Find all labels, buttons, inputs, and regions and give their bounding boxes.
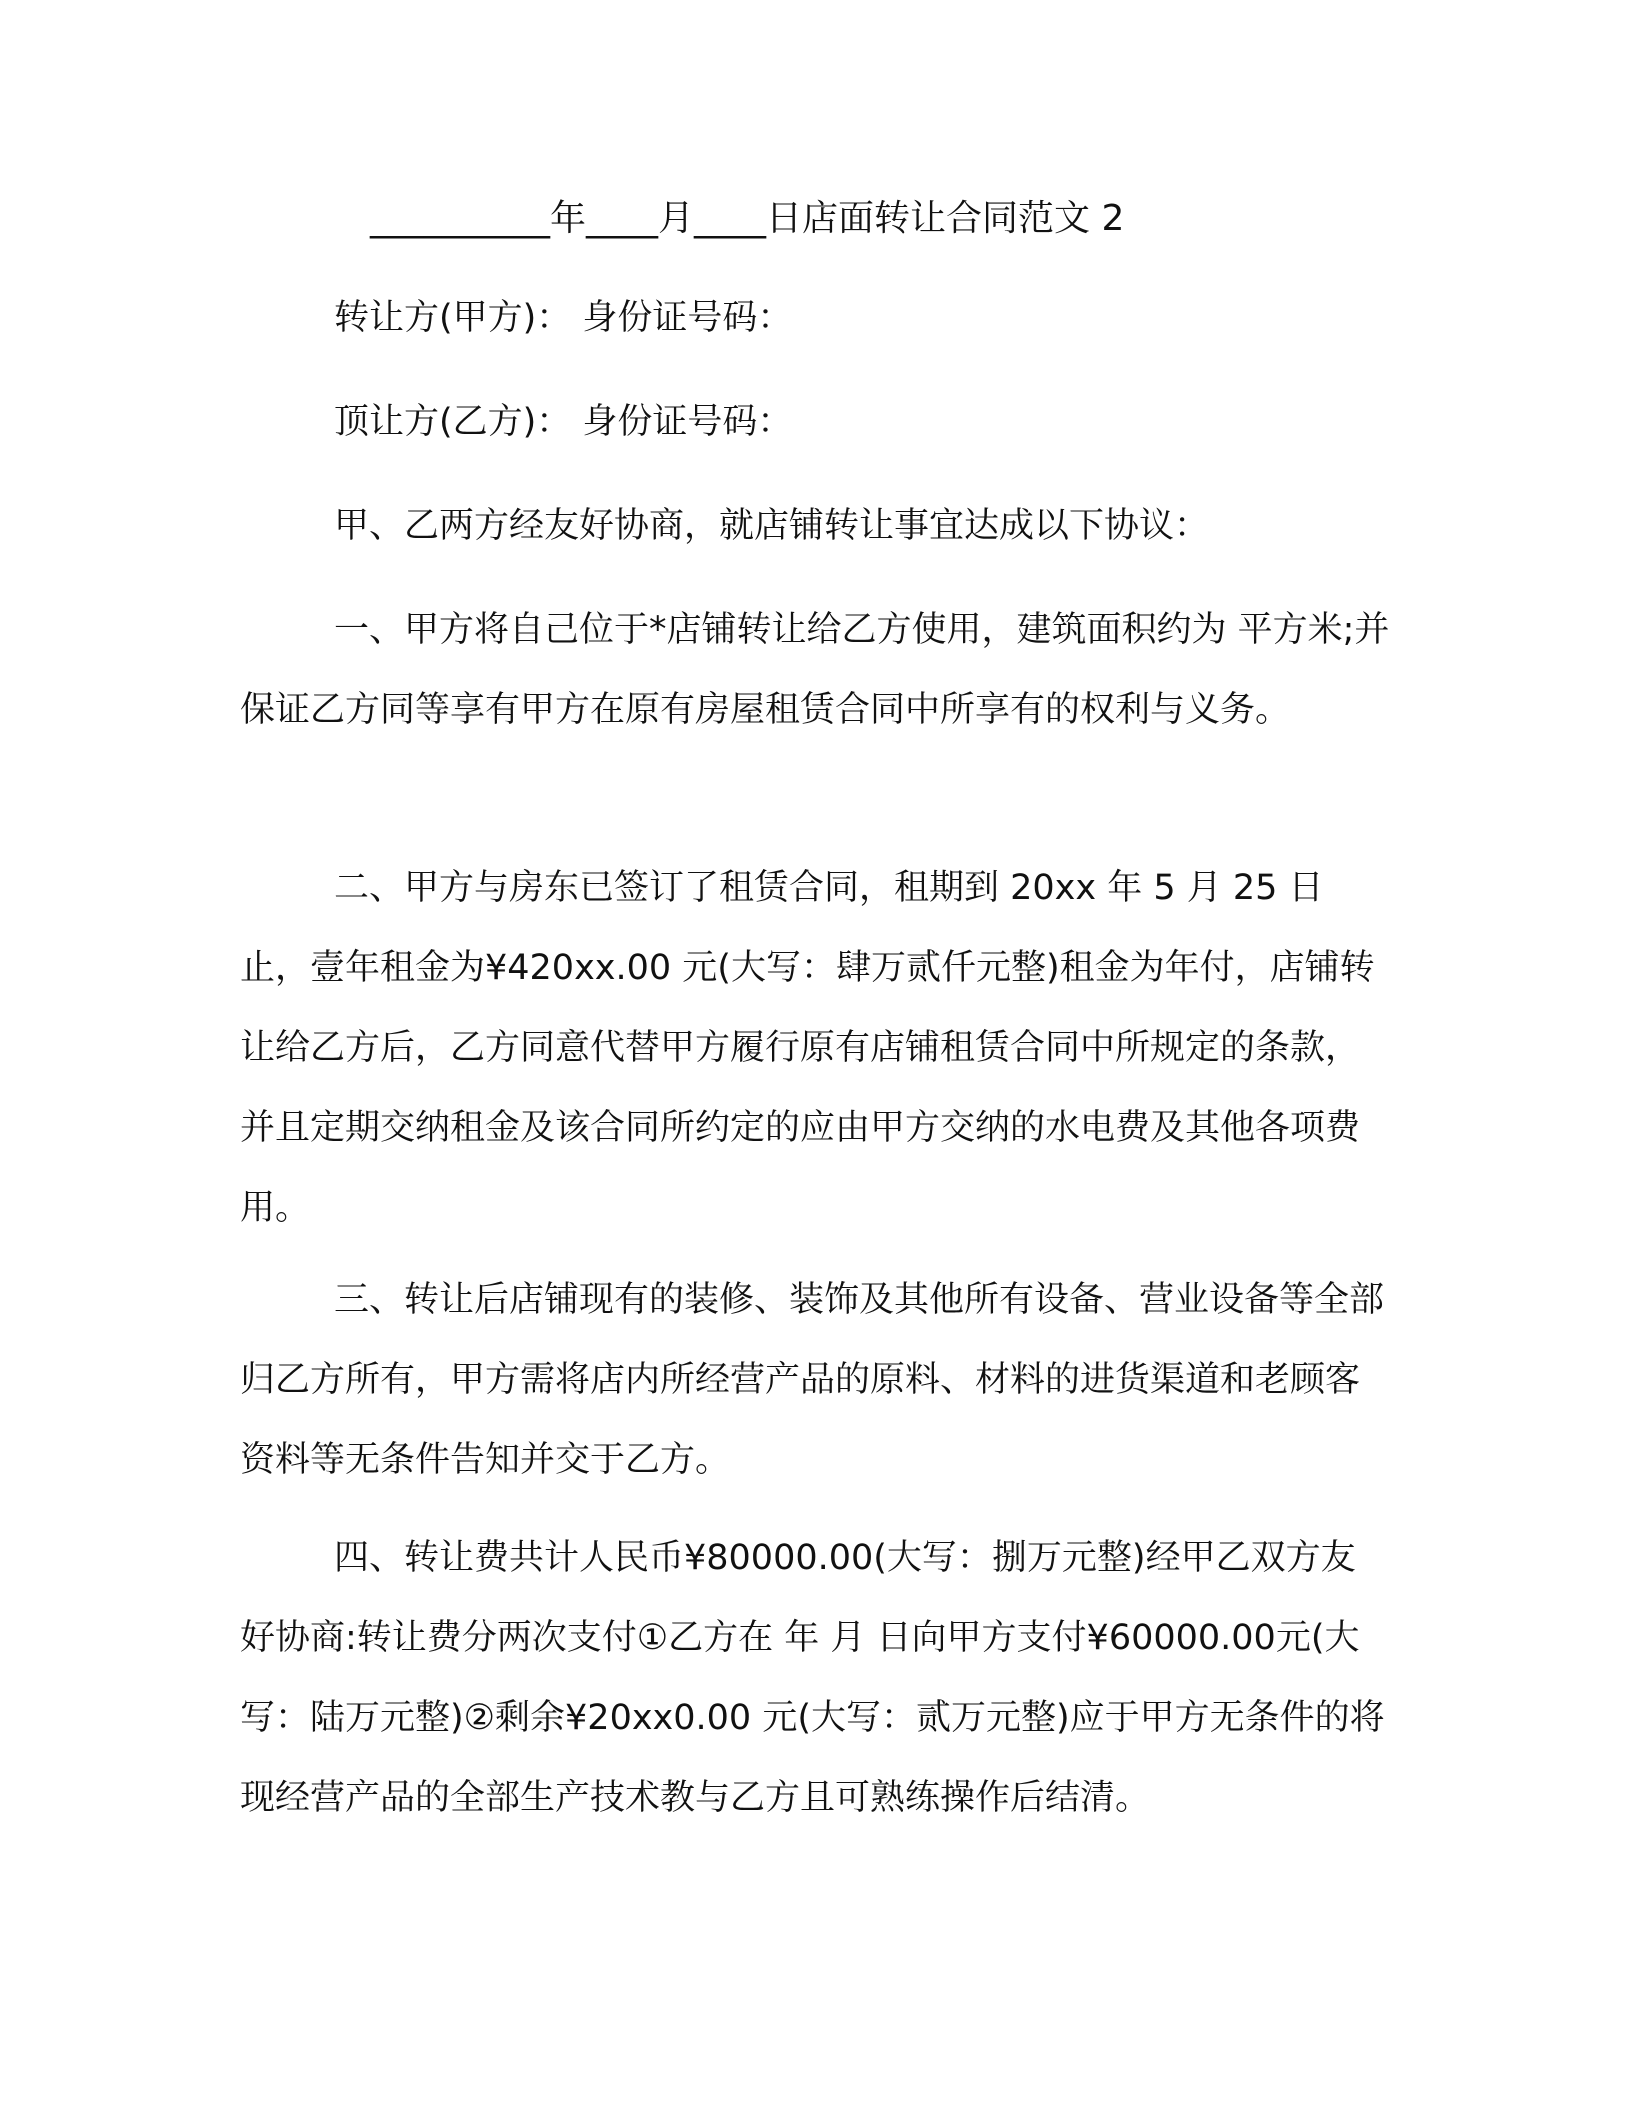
clause-3: 三、转让后店铺现有的装修、装饰及其他所有设备、营业设备等全部归乙方所有，甲方需将店内所经营产品的原料、材料的进货渠道和老顾客资料等无条件告知并交于乙方。 — [240, 1280, 1385, 1480]
document-title: __________年____月____日店面转让合同范文 2 — [370, 198, 1125, 239]
clause-2: 二、甲方与房东已签订了租赁合同，租期到 20xx 年 5 月 25 日止，壹年租金为¥420xx.00 元(大写：肆万贰仟元整)租金为年付，店铺转让给乙方后，乙方同意代替甲方履行原有店铺租赁合同中所规定的条款，并且定期交纳租金及该合同所约定的应由甲方交纳的水电费及其他各项费用。 — [240, 868, 1375, 1228]
party-b-line: 顶让方(乙方)： 身份证号码： — [334, 402, 793, 442]
party-a-line: 转让方(甲方)： 身份证号码： — [334, 298, 793, 338]
preamble-line: 甲、乙两方经友好协商，就店铺转让事宜达成以下协议： — [334, 506, 1210, 546]
clause-4: 四、转让费共计人民币¥80000.00(大写：捌万元整)经甲乙双方友好协商:转让费分两次支付①乙方在 年 月 日向甲方支付¥60000.00元(大写：陆万元整)②剩余¥20xx0.00 元(大写：贰万元整)应于甲方无条件的将现经营产品的全部生产技术教与乙方且可熟练操作后结清。 — [240, 1538, 1385, 1818]
clause-1: 一、甲方将自己位于*店铺转让给乙方使用，建筑面积约为 平方米;并保证乙方同等享有甲方在原有房屋租赁合同中所享有的权利与义务。 — [240, 610, 1390, 730]
